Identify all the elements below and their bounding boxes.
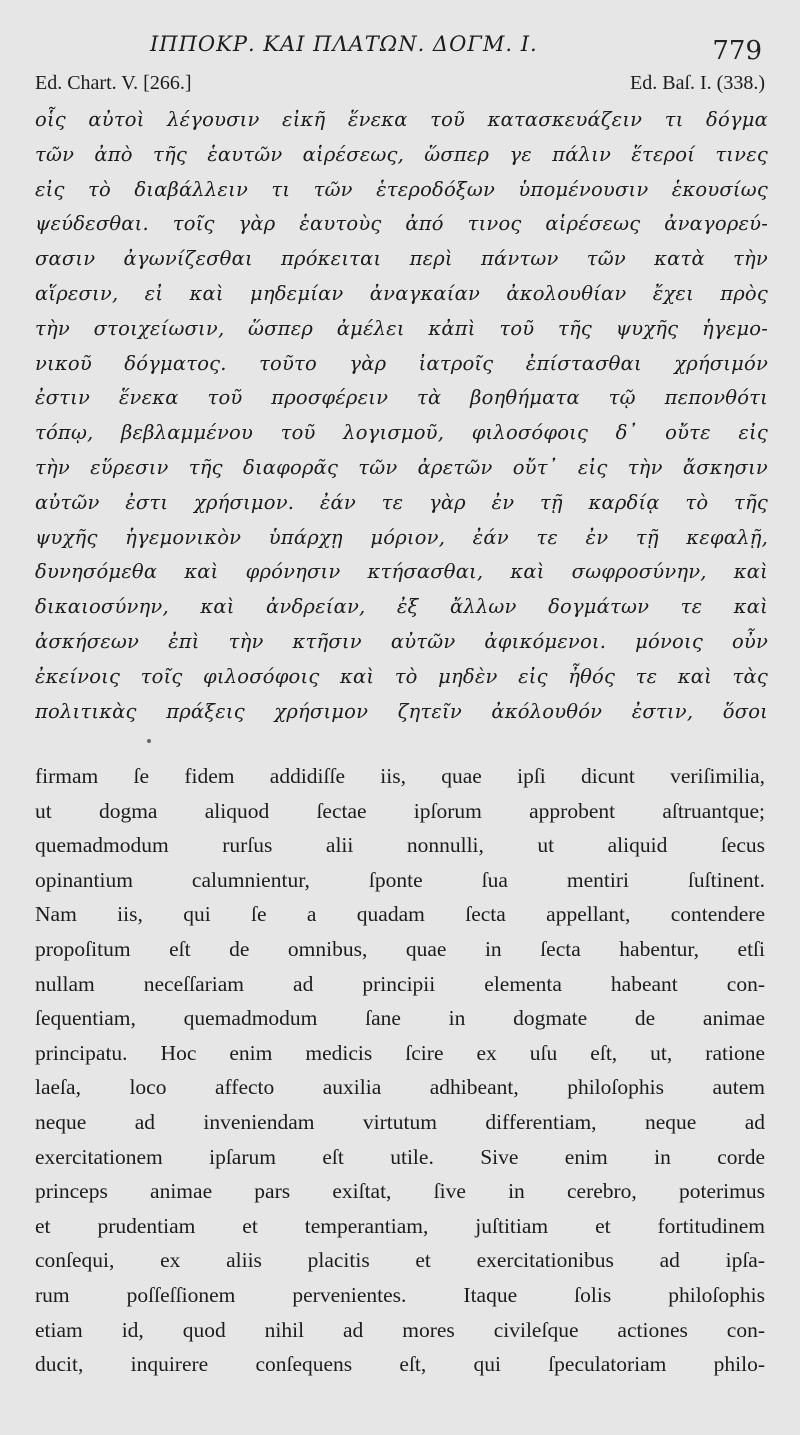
latin-line: laeſa, loco affecto auxilia adhibeant, philoſophis autem bbox=[35, 1075, 765, 1100]
edition-line bbox=[35, 72, 765, 100]
greek-line: αὐτῶν ἐστι χρήσιμον. ἐάν τε γὰρ ἐν τῇ καρδίᾳ τὸ τῆς bbox=[35, 490, 768, 514]
greek-line: εἰς τὸ διαβάλλειν τι τῶν ἑτεροδόξων ὑπομένουσιν ἑκουσίως bbox=[35, 177, 768, 201]
latin-line: neque ad inveniendam virtutum differentiam, neque ad bbox=[35, 1109, 765, 1134]
latin-line: conſequi, ex aliis placitis et exercitationibus ad ipſa- bbox=[35, 1248, 765, 1273]
latin-line: principatu. Hoc enim medicis ſcire ex uſu eſt, ut, ratione bbox=[35, 1040, 765, 1065]
running-head bbox=[0, 22, 800, 72]
greek-line: ψεύδεσθαι. τοῖς γὰρ ἑαυτοὺς ἀπό τινος αἱρέσεως ἀναγορεύ- bbox=[35, 212, 768, 236]
latin-line: Nam iis, qui ſe a quadam ſecta appellant, contendere bbox=[35, 902, 765, 927]
greek-line: σασιν ἀγωνίζεσθαι πρόκειται περὶ πάντων τῶν κατὰ τὴν bbox=[35, 247, 768, 271]
latin-line: exercitationem ipſarum eſt utile. Sive enim in corde bbox=[35, 1144, 765, 1169]
greek-line: δυνησόμεθα καὶ φρόνησιν κτήσασθαι, καὶ σωφροσύνην, καὶ bbox=[35, 560, 768, 584]
greek-line: οἷς αὐτοὶ λέγουσιν εἰκῆ ἕνεκα τοῦ κατασκευάζειν τι δόγμα bbox=[35, 108, 768, 131]
latin-line: princeps animae pars exiſtat, ſive in cerebro, poterimus bbox=[35, 1179, 765, 1204]
greek-line: δικαιοσύνην, καὶ ἀνδρείαν, ἐξ ἄλλων δογμάτων τε καὶ bbox=[35, 595, 768, 619]
greek-line: ψυχῆς ἡγεμονικὸν ὑπάρχῃ μόριον, ἐάν τε ἐν τῇ κεφαλῇ, bbox=[35, 525, 768, 549]
greek-text-block bbox=[35, 103, 768, 729]
latin-line: quemadmodum rurſus alii nonnulli, ut aliquid ſecus bbox=[35, 833, 765, 858]
latin-line: opinantium calumnientur, ſponte ſua mentiri ſuſtinent. bbox=[35, 867, 765, 892]
greek-line: πολιτικὰς πράξεις χρήσιμον ζητεῖν ἀκόλουθόν ἐστιν, ὅσοι bbox=[35, 699, 768, 723]
edition-right: Ed. Baſ. I. (338.) bbox=[630, 72, 765, 94]
latin-line: firmam ſe fidem addidiſſe iis, quae ipſi dicunt veriſimilia, bbox=[35, 764, 765, 788]
stray-dot bbox=[147, 739, 151, 743]
latin-line: etiam id, quod nihil ad mores civileſque actiones con- bbox=[35, 1317, 765, 1342]
edition-left: Ed. Chart. V. [266.] bbox=[35, 72, 192, 94]
greek-line: ἀσκήσεων ἐπὶ τὴν κτῆσιν αὐτῶν ἀφικόμενοι. μόνοις οὖν bbox=[35, 629, 768, 653]
greek-line: αἵρεσιν, εἰ καὶ μηδεμίαν ἀναγκαίαν ἀκολουθίαν ἔχει πρὸς bbox=[35, 281, 768, 305]
running-title: ΙΠΠΟΚΡ. ΚΑΙ ΠΛΑΤΩΝ. ΔΟΓΜ. Ι. bbox=[150, 32, 538, 56]
greek-line: τὴν εὕρεσιν τῆς διαφορᾶς τῶν ἀρετῶν οὔτ᾽ εἰς τὴν ἄσκησιν bbox=[35, 455, 768, 479]
greek-line: τόπῳ, βεβλαμμένου τοῦ λογισμοῦ, φιλοσόφοις δ᾽ οὔτε εἰς bbox=[35, 421, 768, 445]
latin-line: ducit, inquirere conſequens eſt, qui ſpeculatoriam philo- bbox=[35, 1352, 765, 1377]
latin-line: rum poſſeſſionem pervenientes. Itaque ſolis philoſophis bbox=[35, 1282, 765, 1307]
page-number: 779 bbox=[712, 36, 762, 66]
latin-line: nullam neceſſariam ad principii elementa habeant con- bbox=[35, 971, 765, 996]
latin-line: et prudentiam et temperantiam, juſtitiam et fortitudinem bbox=[35, 1213, 765, 1238]
greek-line: τὴν στοιχείωσιν, ὥσπερ ἀμέλει κἀπὶ τοῦ τῆς ψυχῆς ἡγεμο- bbox=[35, 316, 768, 340]
greek-line: ἐστιν ἕνεκα τοῦ προσφέρειν τὰ βοηθήματα τῷ πεπονθότι bbox=[35, 386, 768, 410]
latin-line: propoſitum eſt de omnibus, quae in ſecta habentur, etſi bbox=[35, 936, 765, 961]
latin-line: ut dogma aliquod ſectae ipſorum approbent aſtruantque; bbox=[35, 798, 765, 823]
latin-line: ſequentiam, quemadmodum ſane in dogmate de animae bbox=[35, 1006, 765, 1031]
greek-line: τῶν ἀπὸ τῆς ἑαυτῶν αἱρέσεως, ὥσπερ γε πάλιν ἕτεροί τινες bbox=[35, 142, 768, 166]
latin-text-block bbox=[35, 759, 765, 1382]
greek-line: ἐκείνοις τοῖς φιλοσόφοις καὶ τὸ μηδὲν εἰς ἦθός τε καὶ τὰς bbox=[35, 664, 768, 688]
greek-line: νικοῦ δόγματος. τοῦτο γὰρ ἰατροῖς ἐπίστασθαι χρήσιμόν bbox=[35, 351, 768, 375]
